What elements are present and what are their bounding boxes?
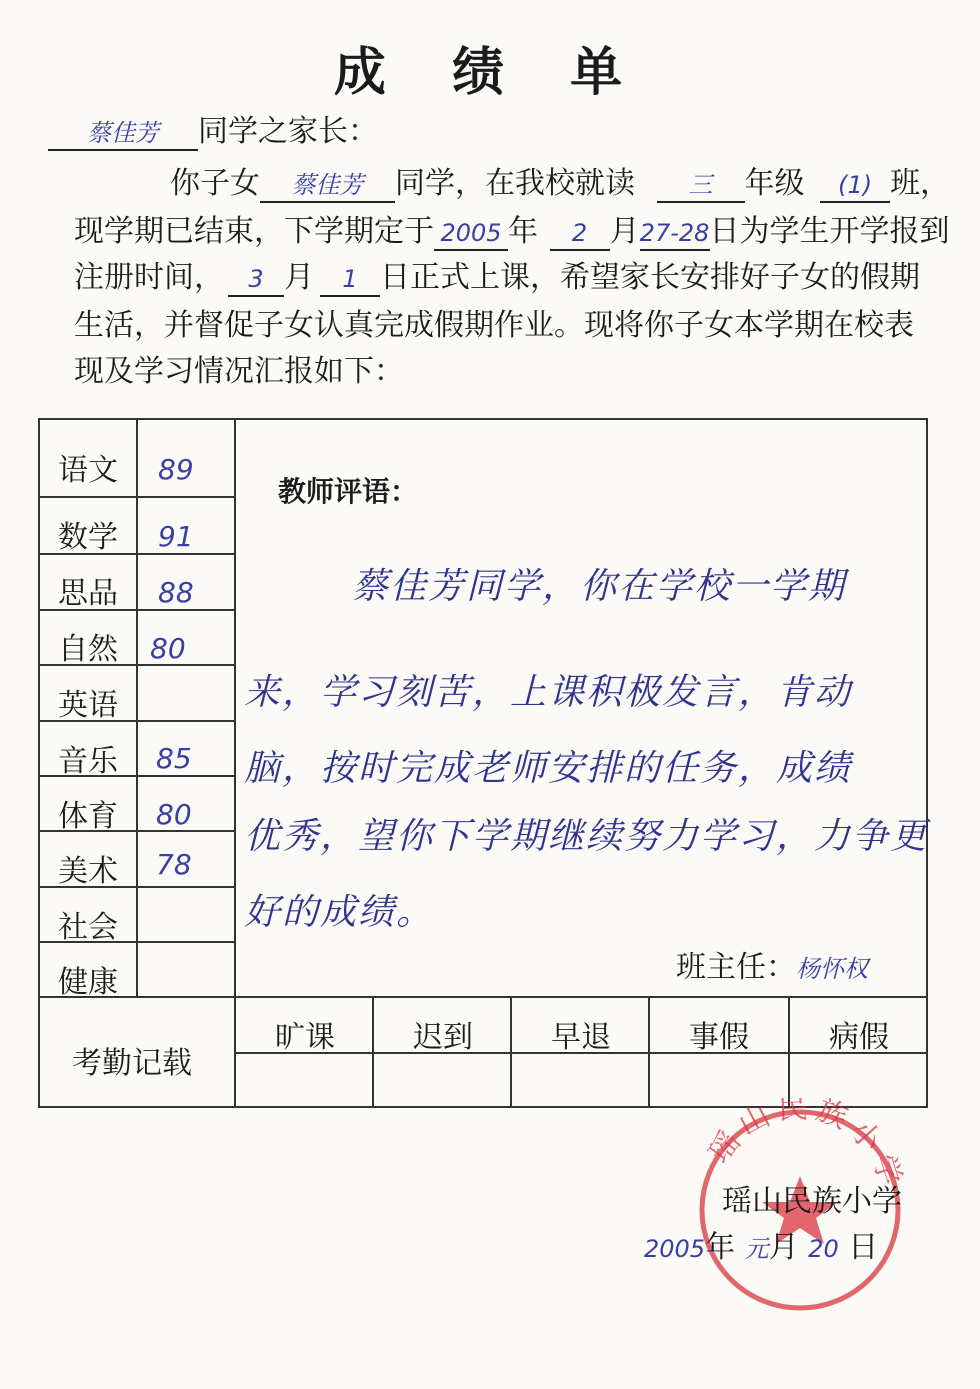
letter-line-1 [170, 164, 950, 204]
start-day-value: 1 [342, 265, 358, 293]
table-divider [38, 496, 236, 498]
letter-text: 年级 [744, 166, 805, 201]
salutation-line [48, 112, 378, 152]
subject-name: 语文 [58, 453, 118, 488]
subject-name: 体育 [58, 799, 118, 834]
start-month-value: 3 [248, 265, 264, 293]
letter-line-3 [74, 258, 920, 298]
child-name-blank [260, 167, 395, 203]
attendance-label: 考勤记载 [72, 1046, 192, 1081]
table-divider [136, 418, 138, 998]
letter-line-5: 现及学习情况汇报如下： [74, 354, 404, 389]
letter-line-2 [74, 212, 950, 252]
school-name: 瑶山民族小学 [722, 1184, 902, 1219]
page-title: 成 绩 单 [333, 43, 647, 103]
days-blank [640, 215, 710, 251]
letter-text: 日正式上课，希望家长安排好子女的假期 [380, 260, 920, 295]
month-label: 月 [768, 1230, 799, 1265]
subject-name: 思品 [58, 576, 118, 611]
start-day-blank [320, 261, 380, 297]
attendance-column: 事假 [689, 1020, 749, 1055]
start-month-blank [228, 261, 284, 297]
letter-line-4: 生活，并督促子女认真完成假期作业。现将你子女本学期在校表 [74, 308, 914, 343]
letter-text: 日为学生开学报到 [709, 214, 950, 249]
class-blank [820, 167, 890, 203]
subject-name: 美术 [58, 854, 118, 889]
letter-text: 现学期已结束，下学期定于 [74, 214, 434, 249]
comment-line: 优秀，望你下学期继续努力学习，力争更 [244, 816, 929, 857]
attendance-column: 早退 [551, 1020, 611, 1055]
attendance-column: 迟到 [413, 1020, 473, 1055]
subject-score: 85 [156, 742, 192, 775]
subject-score: 89 [158, 453, 194, 486]
letter-text: 同学，在我校就读 [395, 166, 635, 201]
grade-value: 三 [688, 171, 713, 199]
comment-label: 教师评语： [278, 475, 419, 508]
child-name: 蔡佳芳 [291, 171, 364, 199]
issue-day: 20 [808, 1235, 839, 1263]
teacher-name: 杨怀权 [796, 955, 868, 983]
letter-text: 班， [890, 166, 951, 201]
subject-score: 80 [150, 632, 186, 665]
seal-text: 瑶山民族小学 [701, 1098, 910, 1196]
grade-blank [657, 167, 745, 203]
class-value: (1) [838, 171, 873, 199]
subject-name: 英语 [58, 688, 118, 723]
subject-name: 健康 [58, 965, 118, 1000]
teacher-signature [676, 942, 868, 986]
letter-text: 年 [508, 214, 538, 249]
year-label: 年 [705, 1230, 736, 1265]
year-value: 2005 [440, 219, 502, 247]
teacher-label: 班主任： [676, 950, 796, 985]
table-divider [38, 996, 928, 998]
subject-name: 社会 [58, 910, 118, 945]
letter-text: 你子女 [170, 166, 260, 201]
subject-score: 88 [158, 576, 194, 609]
attendance-column: 旷课 [275, 1020, 335, 1055]
letter-text: 月 [284, 260, 314, 295]
comment-line: 蔡佳芳同学，你在学校一学期 [352, 566, 847, 607]
letter-text: 月 [609, 214, 640, 249]
student-name: 蔡佳芳 [87, 119, 159, 147]
subject-name: 数学 [58, 520, 118, 555]
table-divider [234, 418, 236, 1108]
subject-name: 音乐 [58, 744, 118, 779]
student-name-blank [48, 115, 198, 151]
comment-line: 来，学习刻苦，上课积极发言，肯动 [244, 672, 853, 713]
month-blank [550, 215, 610, 251]
comment-line: 脑，按时完成老师安排的任务，成绩 [244, 748, 853, 789]
subject-score: 91 [158, 520, 194, 553]
issue-year: 2005 [644, 1235, 706, 1263]
letter-text: 注册时间， [74, 260, 224, 295]
days-value: 27-28 [639, 219, 710, 247]
salutation-suffix: 同学之家长： [198, 114, 378, 149]
subject-score: 80 [156, 798, 192, 831]
subject-name: 自然 [58, 632, 118, 667]
month-value: 2 [571, 219, 588, 247]
comment-line: 好的成绩。 [244, 892, 435, 933]
issue-month: 元 [744, 1235, 769, 1263]
attendance-column: 病假 [829, 1020, 889, 1055]
issue-date [644, 1222, 878, 1266]
year-blank [434, 215, 508, 251]
subject-score: 78 [156, 848, 192, 881]
day-label: 日 [848, 1230, 879, 1265]
